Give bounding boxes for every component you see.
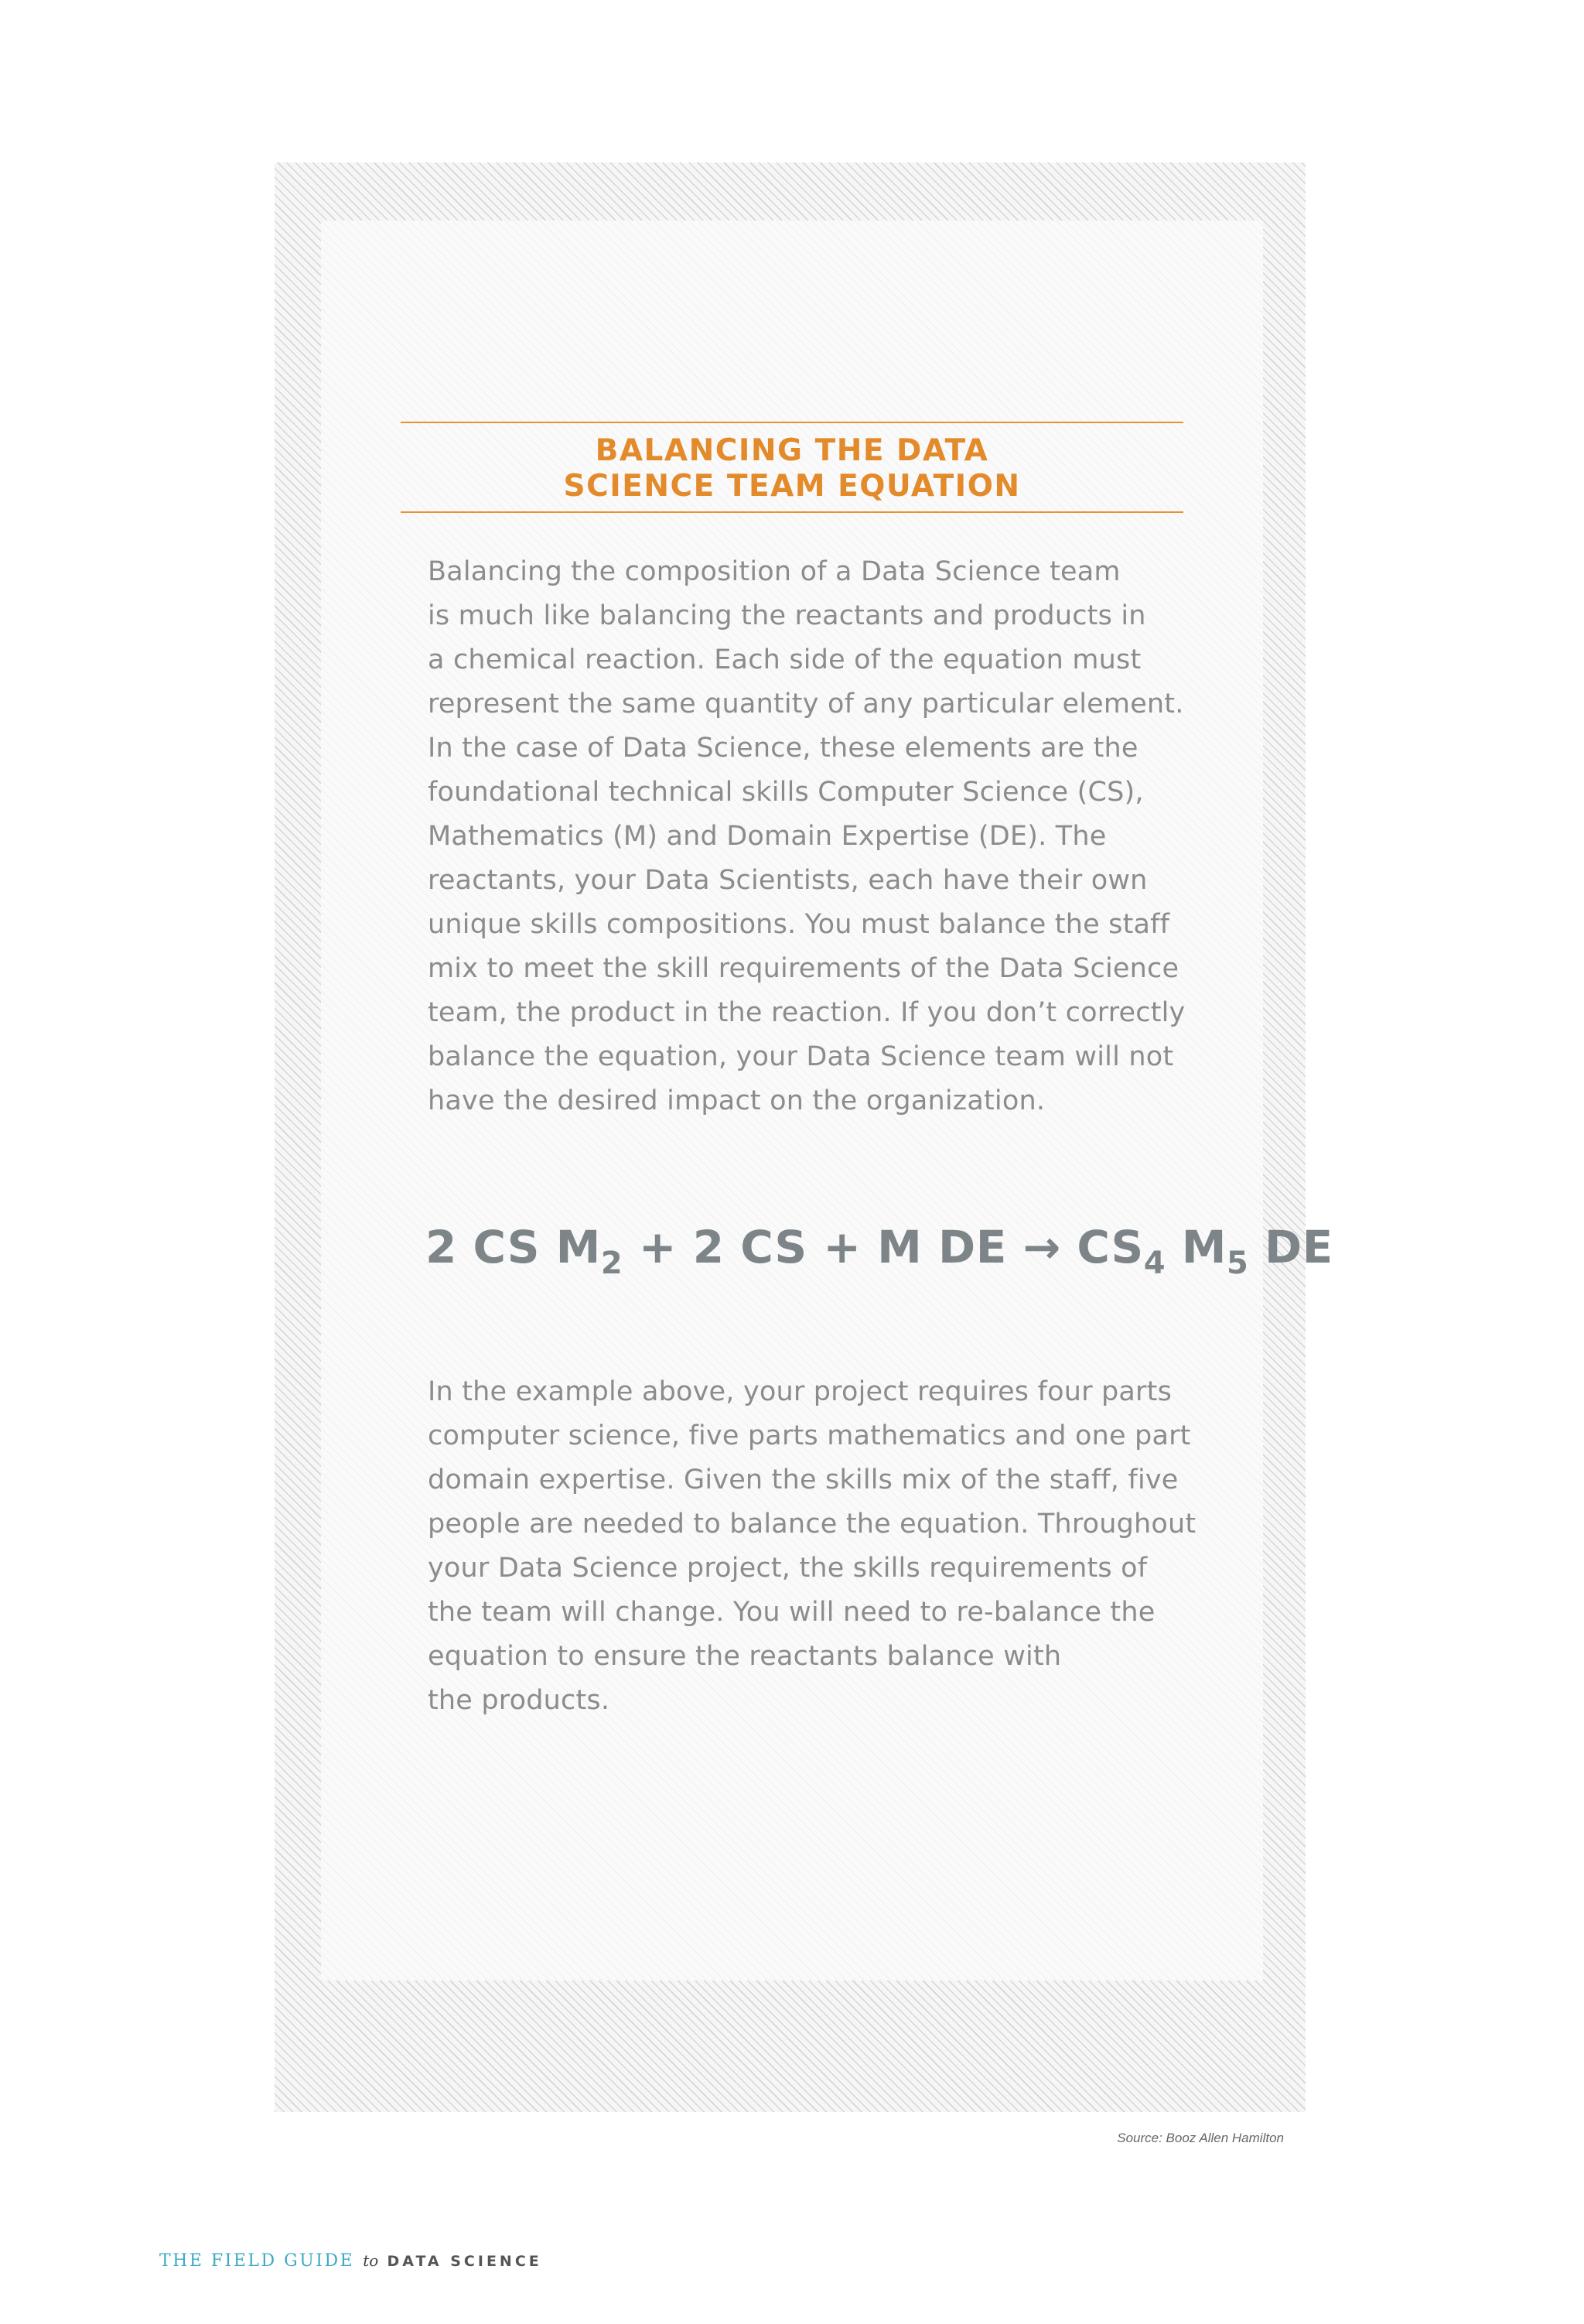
footer-connector: to (363, 2251, 379, 2270)
paragraph-line: reactants, your Data Scientists, each have their own (428, 865, 1148, 896)
equation-subscript: 2 (600, 1246, 623, 1281)
sidebar-title-line: SCIENCE TEAM EQUATION (563, 469, 1021, 504)
footer-title-part2: DATA SCIENCE (387, 2253, 542, 2270)
paragraph-line: the team will change. You will need to re-balance the (428, 1597, 1156, 1628)
paragraph-line: people are needed to balance the equation. Throughout (428, 1509, 1197, 1540)
paragraph-line: domain expertise. Given the skills mix of the staff, five (428, 1464, 1179, 1495)
paragraph-line: mix to meet the skill requirements of the Data Science (428, 953, 1179, 984)
paragraph-line: equation to ensure the reactants balance with (428, 1641, 1062, 1672)
paragraph-line: represent the same quantity of any particular element. (428, 689, 1184, 719)
equation-subscript: 4 (1143, 1246, 1166, 1281)
team-equation (425, 1216, 1333, 1281)
equation-term: + 2 CS + M DE (623, 1221, 1023, 1273)
source-caption: Source: Booz Allen Hamilton (1117, 2131, 1284, 2145)
sidebar-title-line: BALANCING THE DATA (595, 433, 989, 468)
equation-subscript: 5 (1227, 1246, 1249, 1281)
paragraph-line: unique skills compositions. You must balance the staff (428, 909, 1170, 940)
paragraph-line: foundational technical skills Computer Science (CS), (428, 777, 1144, 808)
equation-term: 2 CS M (425, 1221, 601, 1273)
sidebar-title (401, 422, 1183, 513)
paragraph-line: In the example above, your project requires four parts (428, 1376, 1173, 1407)
paragraph-line: Mathematics (M) and Domain Expertise (DE). The (428, 821, 1107, 852)
paragraph-line: have the desired impact on the organization. (428, 1085, 1046, 1116)
paragraph-line: balance the equation, your Data Science team will not (428, 1041, 1174, 1072)
paragraph-example (428, 1370, 1197, 1723)
equation-term: DE (1248, 1221, 1333, 1273)
paragraph-line: computer science, five parts mathematics and one part (428, 1420, 1191, 1451)
paragraph-line: the products. (428, 1685, 610, 1716)
paragraph-intro (428, 550, 1193, 1123)
paragraph-line: a chemical reaction. Each side of the equation must (428, 644, 1142, 675)
paragraph-line: In the case of Data Science, these elements are the (428, 733, 1138, 764)
paragraph-line: Balancing the composition of a Data Science team (428, 556, 1121, 587)
paragraph-line: your Data Science project, the skills requirements of (428, 1553, 1148, 1584)
equation-term: CS (1060, 1221, 1144, 1273)
equation-term: M (1166, 1221, 1227, 1273)
paragraph-line: is much like balancing the reactants and products in (428, 600, 1146, 631)
footer-title-part1: THE FIELD GUIDE (159, 2251, 355, 2271)
arrow-right-icon: → (1022, 1221, 1061, 1273)
page-footer (159, 2251, 542, 2271)
paragraph-line: team, the product in the reaction. If you don’t correctly (428, 997, 1186, 1028)
